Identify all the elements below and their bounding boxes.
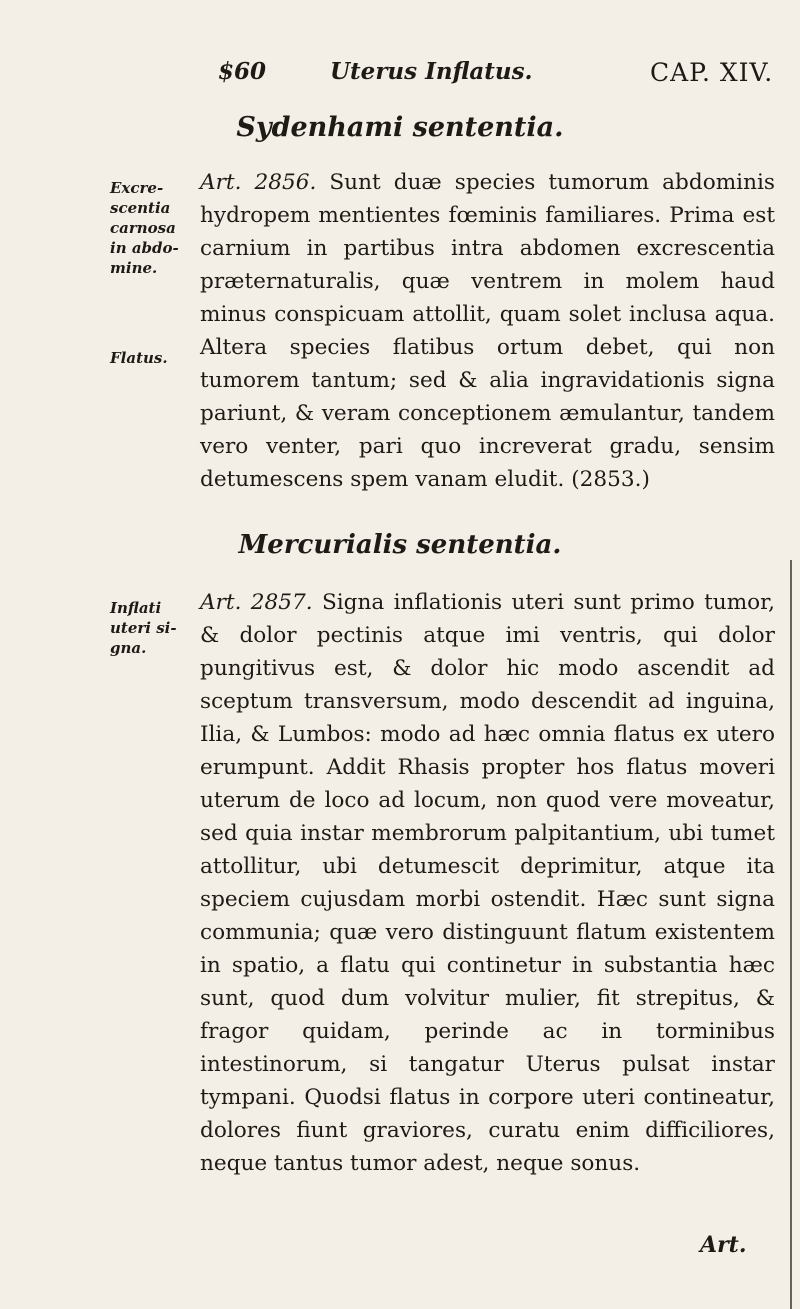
chapter-label: CAP. XIV. xyxy=(650,58,774,87)
paragraph-text: Sunt duæ species tumorum abdominis hydropem mentientes fœminis familiares. Prima est carnium in partibus intra abdomen excrescentia præternaturalis, quæ ventrem in molem haud minus conspicuam attollit, quam solet inclusa aqua. Altera species flatibus ortum debet, qui non tumorem tantum; sed & alia ingravidationis signa pariunt, & veram conceptionem æmulantur, tandem vero venter, pari quo increverat gradu, sensim detumescens spem vanam eludit. (2853.) xyxy=(200,170,775,492)
margin-note-inflati xyxy=(110,598,188,658)
running-head: Uterus Inflatus. xyxy=(330,58,533,85)
section-title-sydenham: Sydenhami sententia. xyxy=(236,112,564,143)
page-number: $60 xyxy=(218,58,267,85)
margin-line: uteri si- xyxy=(110,619,177,637)
page-header xyxy=(0,58,800,98)
paragraph-art-2857 xyxy=(200,586,775,1180)
article-number: Art. 2857. xyxy=(200,590,313,615)
section-title-mercurialis: Mercurialis sententia. xyxy=(238,530,562,560)
article-number: Art. 2856. xyxy=(200,170,317,195)
margin-line: Excre- xyxy=(110,179,164,197)
paragraph-art-2856 xyxy=(200,166,775,496)
margin-line: in abdo- xyxy=(110,239,179,257)
margin-line: carnosa xyxy=(110,219,176,237)
margin-line: scentia xyxy=(110,199,171,217)
margin-note-excrescentia xyxy=(110,178,188,278)
margin-line: Inflati xyxy=(110,599,162,617)
margin-note-flatus: Flatus. xyxy=(110,349,168,367)
page-edge-shadow xyxy=(790,560,792,1309)
paragraph-text: Signa inflationis uteri sunt primo tumor, & dolor pectinis atque imi ventris, qui dolor pungitivus est, & dolor hic modo ascendit ad sceptum transversum, modo descendit ad inguina, Ilia, & Lumbos: modo ad hæc omnia flatus ex utero erumpunt. Addit Rhasis propter hos flatus moveri uterum de loco ad locum, non quod vere moveatur, sed quia instar membrorum palpitantium, ubi tumet attollitur, ubi detumescit deprimitur, atque ita speciem cujusdam morbi ostendit. Hæc sunt signa communia; quæ vero distinguunt flatum existentem in spatio, a flatu qui continetur in substantia hæc sunt, quod dum volvitur mulier, fit strepitus, & fragor quidam, perinde ac in torminibus intestinorum, si tangatur Uterus pulsat instar tympani. Quodsi flatus in corpore uteri contineatur, dolores fiunt graviores, curatu enim difficiliores, neque tantus tumor adest, neque sonus. xyxy=(200,590,775,1176)
margin-line: mine. xyxy=(110,259,158,277)
margin-line: gna. xyxy=(110,639,147,657)
catchword: Art. xyxy=(700,1232,747,1258)
